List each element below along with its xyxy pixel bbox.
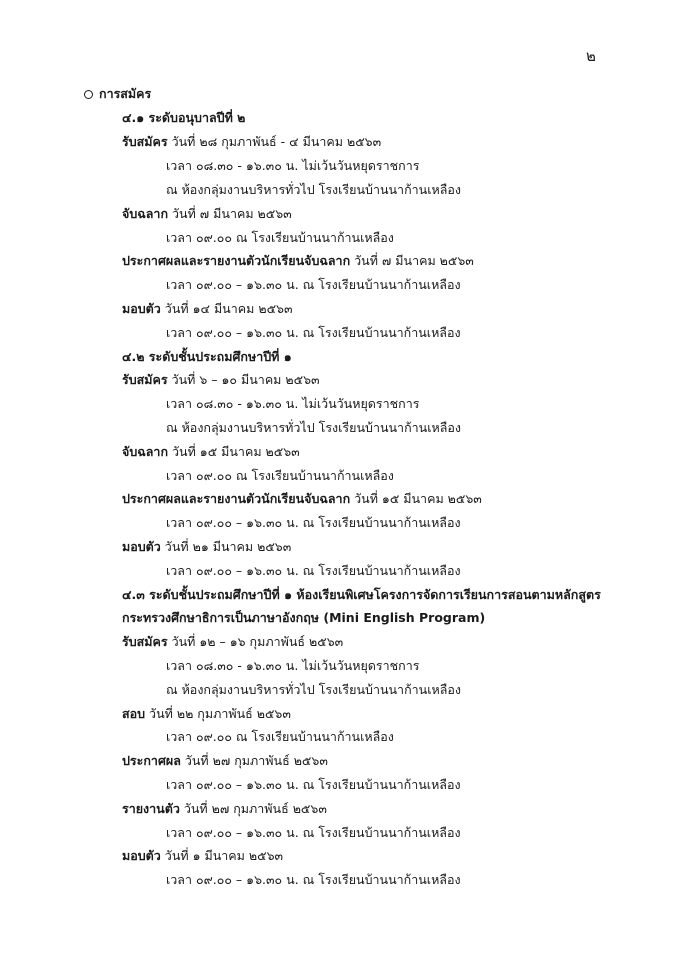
item-detail: เวลา ๐๙.๐๐ – ๑๖.๓๐ น. ณ โรงเรียนบ้านนาก้านเหลือง [166,515,461,530]
item-label: รับสมัคร [122,372,168,387]
item-label: มอบตัว [122,539,161,554]
item-date: วันที่ ๗ มีนาคม ๒๕๖๓ [350,253,474,268]
item-detail: ณ ห้องกลุ่มงานบริหารทั่วไป โรงเรียนบ้านนาก้านเหลือง [166,682,461,697]
item-detail: เวลา ๐๙.๐๐ – ๑๖.๓๐ น. ณ โรงเรียนบ้านนาก้านเหลือง [166,872,461,887]
circle-bullet-icon [84,90,93,99]
item-label: มอบตัว [122,301,161,316]
item-label: ประกาศผล [122,753,181,768]
item-label: รับสมัคร [122,634,168,649]
item-label: รายงานตัว [122,801,180,816]
item-detail: เวลา ๐๙.๐๐ – ๑๖.๓๐ น. ณ โรงเรียนบ้านนาก้านเหลือง [166,325,461,340]
item-date: วันที่ ๑ มีนาคม ๒๕๖๓ [160,848,284,863]
item-label: สอบ [122,706,146,721]
schedule-item [122,539,291,555]
item-label: ประกาศผลและรายงานตัวนักเรียนจับฉลาก [122,491,351,506]
schedule-item [122,848,283,864]
item-date: วันที่ ๒๒ กุมภาพันธ์ ๒๕๖๓ [145,706,291,721]
item-date: วันที่ ๑๒ – ๑๖ กุมภาพันธ์ ๒๕๖๓ [167,634,344,649]
item-detail: เวลา ๐๙.๐๐ – ๑๖.๓๐ น. ณ โรงเรียนบ้านนาก้านเหลือง [166,777,461,792]
schedule-item [122,706,291,722]
schedule-item [122,253,474,269]
item-date: วันที่ ๑๔ มีนาคม ๒๕๖๓ [160,301,293,316]
schedule-item [122,444,300,460]
item-detail: ณ ห้องกลุ่มงานบริหารทั่วไป โรงเรียนบ้านนาก้านเหลือง [166,182,461,197]
item-detail: เวลา ๐๙.๐๐ ณ โรงเรียนบ้านนาก้านเหลือง [166,468,394,483]
section-heading [84,86,151,102]
item-detail: เวลา ๐๙.๐๐ – ๑๖.๓๐ น. ณ โรงเรียนบ้านนาก้านเหลือง [166,563,461,578]
schedule-item [122,206,292,222]
schedule-item [122,801,327,817]
item-label: รับสมัคร [122,134,168,149]
schedule-item [122,372,320,388]
schedule-item [122,134,381,150]
schedule-item [122,634,343,650]
item-label: ประกาศผลและรายงานตัวนักเรียนจับฉลาก [122,253,351,268]
level-heading: ๔.๒ ระดับชั้นประถมศึกษาปีที่ ๑ [122,349,292,364]
page-number: ๒ [586,47,596,65]
item-detail: ณ ห้องกลุ่มงานบริหารทั่วไป โรงเรียนบ้านนาก้านเหลือง [166,420,461,435]
item-label: จับฉลาก [122,206,169,221]
level-heading-continued: กระทรวงศึกษาธิการเป็นภาษาอังกฤษ (Mini English Program) [122,610,486,625]
item-detail: เวลา ๐๙.๐๐ – ๑๖.๓๐ น. ณ โรงเรียนบ้านนาก้านเหลือง [166,277,461,292]
item-date: วันที่ ๗ มีนาคม ๒๕๖๓ [168,206,292,221]
level-heading: ๔.๓ ระดับชั้นประถมศึกษาปีที่ ๑ ห้องเรียนพิเศษโครงการจัดการเรียนการสอนตามหลักสูตร [122,587,601,602]
item-detail: เวลา ๐๙.๐๐ – ๑๖.๓๐ น. ณ โรงเรียนบ้านนาก้านเหลือง [166,825,461,840]
item-label: มอบตัว [122,848,161,863]
schedule-item [122,491,482,507]
item-date: วันที่ ๖ – ๑๐ มีนาคม ๒๕๖๓ [167,372,320,387]
schedule-item [122,753,328,769]
item-detail: เวลา ๐๘.๓๐ - ๑๖.๓๐ น. ไม่เว้นวันหยุดราชการ [166,658,420,673]
item-date: วันที่ ๒๗ กุมภาพันธ์ ๒๕๖๓ [180,753,328,768]
item-date: วันที่ ๒๗ กุมภาพันธ์ ๒๕๖๓ [179,801,327,816]
item-date: วันที่ ๑๕ มีนาคม ๒๕๖๓ [350,491,482,506]
item-detail: เวลา ๐๘.๓๐ - ๑๖.๓๐ น. ไม่เว้นวันหยุดราชการ [166,158,420,173]
item-date: วันที่ ๒๘ กุมภาพันธ์ - ๔ มีนาคม ๒๕๖๓ [167,134,382,149]
level-heading: ๔.๑ ระดับอนุบาลปีที่ ๒ [122,110,246,125]
item-detail: เวลา ๐๙.๐๐ ณ โรงเรียนบ้านนาก้านเหลือง [166,729,394,744]
item-date: วันที่ ๑๕ มีนาคม ๒๕๖๓ [168,444,300,459]
item-detail: เวลา ๐๙.๐๐ ณ โรงเรียนบ้านนาก้านเหลือง [166,230,394,245]
item-date: วันที่ ๒๑ มีนาคม ๒๕๖๓ [160,539,292,554]
schedule-item [122,301,293,317]
section-title: การสมัคร [99,86,152,101]
item-label: จับฉลาก [122,444,169,459]
item-detail: เวลา ๐๘.๓๐ - ๑๖.๓๐ น. ไม่เว้นวันหยุดราชการ [166,396,420,411]
